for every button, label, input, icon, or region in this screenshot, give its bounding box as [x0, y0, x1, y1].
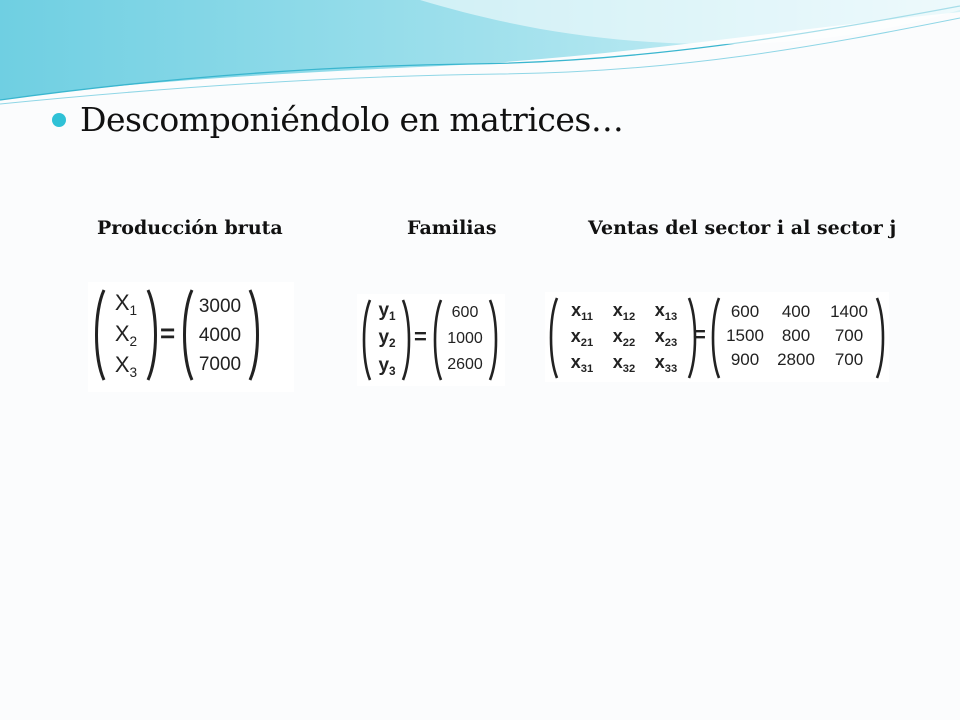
value-x21: 1500	[726, 326, 764, 345]
right-paren-icon	[488, 298, 500, 382]
equals-sign: =	[693, 322, 706, 347]
heading-ventas: Ventas del sector i al sector j	[588, 217, 897, 239]
value-x11: 600	[730, 302, 760, 321]
var-x31: $x_{31}$	[570, 352, 594, 375]
right-paren-icon	[146, 288, 160, 382]
var-x11: $x_{11}$	[571, 300, 593, 323]
value-x23: 700	[834, 326, 864, 345]
vector-y	[371, 300, 403, 378]
matrix-ventas-values	[721, 302, 875, 374]
bullet-item	[52, 100, 623, 139]
right-paren-icon	[401, 298, 413, 382]
bullet-dot-icon	[52, 113, 66, 127]
value-x33: 700	[834, 350, 864, 369]
vector-x	[106, 290, 146, 380]
var-x22: $x_{22}$	[612, 326, 636, 349]
var-x12: $x_{12}$	[612, 300, 636, 323]
value-x22: 800	[781, 326, 811, 345]
var-x13: $x_{13}$	[654, 300, 678, 323]
var-y3: $y_3$	[378, 354, 396, 378]
var-x3: $X_3$	[114, 352, 138, 380]
value-y1: 600	[451, 304, 479, 321]
value-x3: 7000	[198, 354, 242, 375]
left-paren-icon	[709, 296, 721, 380]
value-x31: 900	[730, 350, 760, 369]
matrix-x	[561, 300, 687, 378]
vector-produccion-values	[192, 296, 248, 376]
var-y2: $y_2$	[378, 327, 396, 351]
var-x32: $x_{32}$	[612, 352, 636, 375]
value-x1: 3000	[198, 296, 242, 317]
var-y1: $y_1$	[378, 300, 396, 324]
heading-produccion-bruta: Producción bruta	[97, 217, 283, 239]
var-x21: $x_{21}$	[570, 326, 594, 349]
var-x33: $x_{33}$	[654, 352, 678, 375]
var-x2: $X_2$	[114, 321, 138, 349]
equation-ventas	[545, 292, 889, 382]
var-x23: $x_{23}$	[654, 326, 678, 349]
bullet-text: Descomponiéndolo en matrices…	[80, 100, 624, 139]
value-y3: 2600	[447, 356, 483, 373]
right-paren-icon	[248, 288, 262, 382]
equals-sign: =	[160, 318, 176, 348]
equation-produccion-bruta	[88, 282, 294, 392]
right-paren-icon	[875, 296, 887, 380]
value-x2: 4000	[198, 325, 242, 346]
heading-familias: Familias	[407, 217, 497, 239]
value-x32: 2800	[777, 350, 815, 369]
value-y2: 1000	[447, 330, 483, 347]
equation-familias	[357, 294, 505, 386]
vector-familias-values	[441, 304, 489, 374]
equals-sign: =	[414, 324, 427, 349]
var-x1: $X_1$	[114, 290, 138, 318]
value-x12: 400	[781, 302, 811, 321]
left-paren-icon	[92, 288, 106, 382]
left-paren-icon	[547, 296, 559, 380]
value-x13: 1400	[830, 302, 868, 321]
